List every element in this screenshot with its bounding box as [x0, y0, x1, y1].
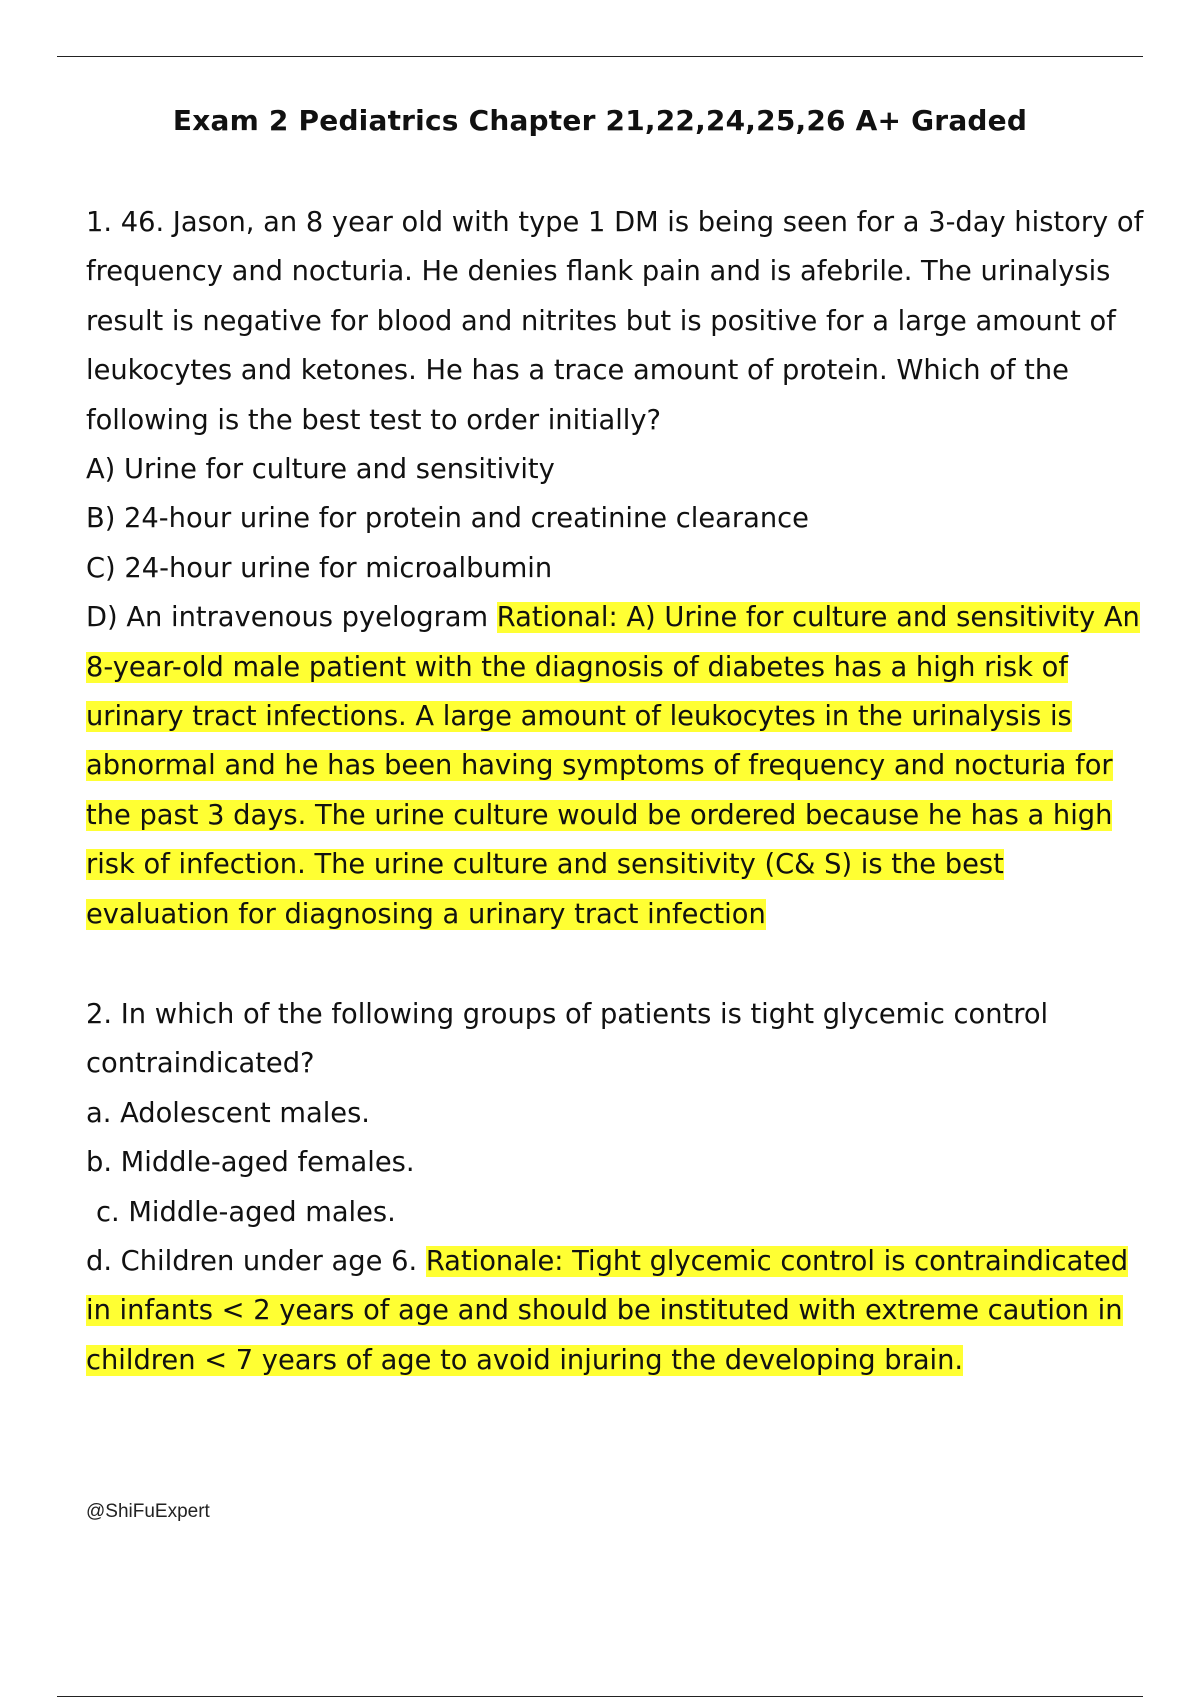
footer-author: @ShiFuExpert	[86, 1501, 210, 1522]
question-1-stem-line: frequency and nocturia. He denies flank pain and is afebrile. The urinalysis	[86, 256, 1111, 288]
top-rule	[57, 56, 1143, 57]
question-2-rationale-line	[86, 1336, 1186, 1385]
question-2-rationale-highlight: in infants < 2 years of age and should be instituted with extreme caution in	[86, 1295, 1123, 1327]
question-1-stem-line: leukocytes and ketones. He has a trace amount of protein. Which of the	[86, 355, 1069, 387]
question-1-rationale-line	[86, 890, 1186, 939]
question-2-rationale-highlight: children < 7 years of age to avoid injuring the developing brain.	[86, 1344, 964, 1376]
question-1-rationale-highlight: Rational: A) Urine for culture and sensitivity An	[496, 602, 1140, 634]
question-1-stem-line: result is negative for blood and nitrites but is positive for a large amount of	[86, 305, 1116, 337]
question-1-rationale-highlight: the past 3 days. The urine culture would be ordered because he has a high	[86, 799, 1113, 831]
question-1-rationale-line	[86, 692, 1186, 741]
question-2-stem-line: contraindicated?	[86, 1048, 315, 1080]
question-2	[86, 990, 1186, 1385]
question-1-rationale-line	[86, 741, 1186, 790]
document-title: Exam 2 Pediatrics Chapter 21,22,24,25,26 A+ Graded	[172, 104, 1028, 137]
bottom-rule	[57, 1696, 1143, 1697]
question-2-rationale-line	[86, 1286, 1186, 1335]
question-1-option-b: B) 24-hour urine for protein and creatinine clearance	[86, 503, 809, 535]
question-1-option-c: C) 24-hour urine for microalbumin	[86, 552, 553, 584]
question-1-option-d: D) An intravenous pyelogram	[86, 602, 497, 634]
question-1-rationale-highlight: urinary tract infections. A large amount of leukocytes in the urinalysis is	[86, 701, 1072, 733]
question-1-rationale-highlight: 8-year-old male patient with the diagnosis of diabetes has a high risk of	[86, 651, 1068, 683]
question-2-option-c: c. Middle-aged males.	[96, 1196, 396, 1228]
question-1-rationale-highlight: evaluation for diagnosing a urinary tract infection	[86, 898, 766, 930]
question-2-rationale-highlight: Rationale: Tight glycemic control is contraindicated	[425, 1246, 1129, 1278]
question-2-option-a: a. Adolescent males.	[86, 1097, 370, 1129]
question-1-option-a: A) Urine for culture and sensitivity	[86, 454, 555, 486]
question-1-rationale-line	[86, 643, 1186, 692]
question-2-option-b: b. Middle-aged females.	[86, 1147, 415, 1179]
question-1	[86, 198, 1186, 939]
question-1-stem-line: following is the best test to order initially?	[86, 404, 662, 436]
question-1-rationale-highlight: risk of infection. The urine culture and sensitivity (C& S) is the best	[86, 849, 1004, 881]
question-1-option-d-line	[86, 593, 1186, 642]
question-1-stem-line: 1. 46. Jason, an 8 year old with type 1 DM is being seen for a 3-day history of	[86, 207, 1144, 238]
question-1-rationale-highlight: abnormal and he has been having symptoms of frequency and nocturia for	[86, 750, 1113, 782]
question-2-option-d: d. Children under age 6.	[86, 1246, 426, 1278]
question-2-stem-line: 2. In which of the following groups of patients is tight glycemic control	[86, 999, 1049, 1030]
question-2-option-d-line	[86, 1237, 1186, 1286]
question-1-rationale-line	[86, 840, 1186, 889]
question-1-rationale-line	[86, 791, 1186, 840]
